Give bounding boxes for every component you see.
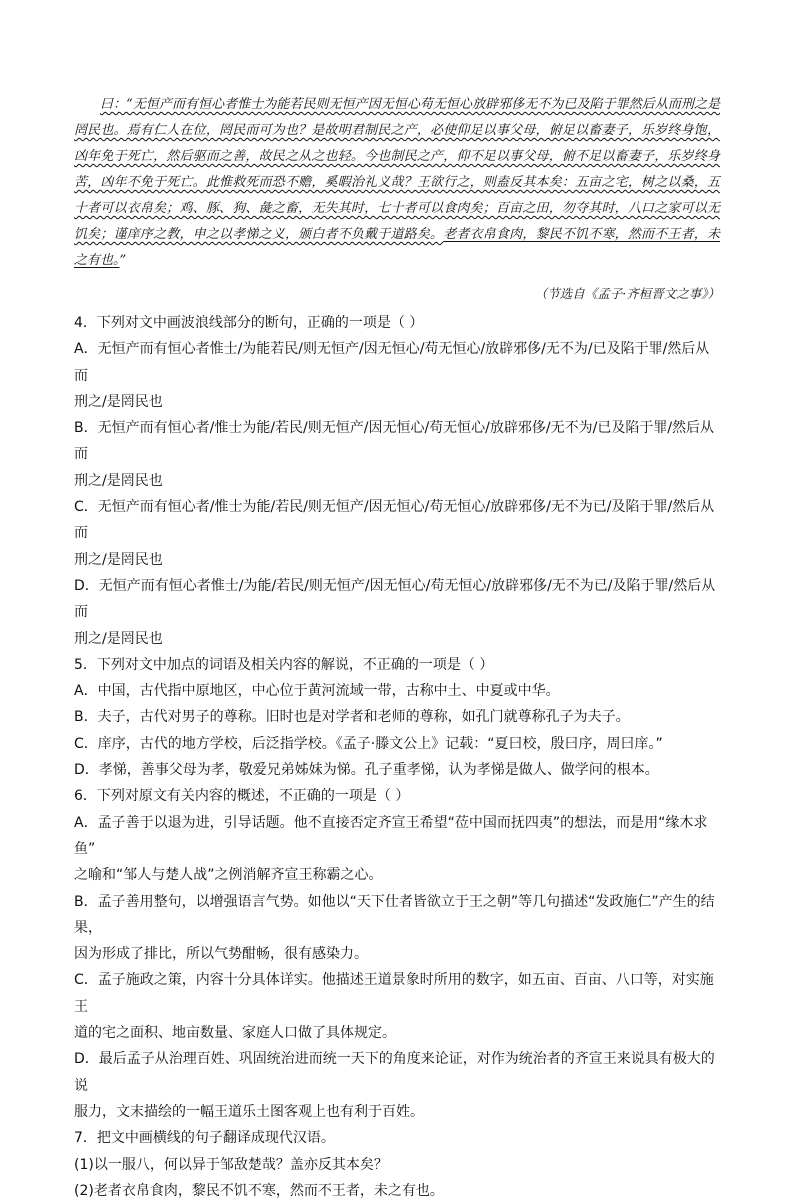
question-5-option-d: D．孝悌，善事父母为孝，敬爱兄弟姊妹为悌。孔子重孝悌，认为孝悌是做人、做学问的根本。 <box>74 762 659 779</box>
passage-text-wavy: 曰：“无恒产而有恒心者惟士为能若民则无恒产因无恒心苟无恒心放辟邪侈无不为已及陷于罪然后从而刑之是罔民也。焉有仁人在位，罔民而可为也？是故明君制民之产，必使仰足以事父母，俯足以畜妻子，乐岁终身饱，凶年免于死亡，然后驱而之善，故民之从之也轻。今也制民之产，仰不足以事父母，俯不足以畜妻子，乐岁终身苦，凶年不免于死亡。此惟救死而恐不赡，奚暇治礼义哉？王欲行之，则盍反其本矣：五亩之宅，树之以桑，五十者可以衣帛矣；鸡、豚、狗、彘之畜，无失其时，七十者可以食肉矣；百亩之田，勿夺其时，八口之家可以无饥矣；谨庠序之教，申之以孝悌之义，颁白者不负戴于道路矣。 <box>74 97 720 242</box>
question-6-option-b-cont: 因为形成了排比，所以气势酣畅，很有感染力。 <box>74 946 368 963</box>
question-list <box>74 310 722 1204</box>
question-6-option-b: B．孟子善用整句，以增强语言气势。如他以“天下仕者皆欲立于王之朝”等几句描述“发政施仁”产生的结果， <box>74 893 715 936</box>
question-5-option-a: A．中国，古代指中原地区，中心位于黄河流域一带，古称中土、中夏或中华。 <box>74 683 560 700</box>
question-6-option-a-cont: 之喻和“邹人与楚人战”之例消解齐宣王称霸之心。 <box>74 867 383 884</box>
question-7-sentence-1: (1)以一服八，何以异于邹敌楚哉？盖亦反其本矣？ <box>74 1156 388 1173</box>
question-6-option-c-cont: 道的宅之面积、地亩数量、家庭人口做了具体规定。 <box>74 1025 396 1042</box>
question-6-option-a: A．孟子善于以退为进，引导话题。他不直接否定齐宣王希望“莅中国而抚四夷”的想法，而是用“缘木求鱼” <box>74 814 708 857</box>
passage-text-underlined: 老者衣帛食肉，黎民不饥不寒，然而不王者，未之有也。 <box>74 227 720 268</box>
question-4-option-a-cont: 刑之/是罔民也 <box>74 393 163 410</box>
passage-closing-quote: ” <box>119 253 127 268</box>
question-6-option-d-cont: 服力，文末描绘的一幅王道乐土图客观上也有利于百姓。 <box>74 1103 424 1120</box>
question-4-option-d: D．无恒产而有恒心者惟士/为能/若民/则无恒产/因无恒心/苟无恒心/放辟邪侈/无不为已/及陷于罪/然后从而 <box>74 577 716 621</box>
question-4-option-d-cont: 刑之/是罔民也 <box>74 630 163 647</box>
question-6-option-d: D．最后孟子从治理百姓、巩固统治进而统一天下的角度来论证，对作为统治者的齐宣王来说具有极大的说 <box>74 1051 715 1094</box>
question-4-stem: 4．下列对文中画波浪线部分的断句，正确的一项是（ ） <box>74 315 424 331</box>
question-4-option-b-cont: 刑之/是罔民也 <box>74 472 163 489</box>
question-6-stem: 6．下列对原文有关内容的概述，不正确的一项是（ ） <box>74 788 410 805</box>
classical-passage <box>74 92 720 274</box>
question-4-option-b: B．无恒产而有恒心者/惟士为能/若民/则无恒产/因无恒心/苟无恒心/放辟邪侈/无不为/已及陷于罪/然后从而 <box>74 420 715 463</box>
question-4-option-c: C．无恒产而有恒心者/惟士为能/若民/则无恒产/因无恒心/苟无恒心/放辟邪侈/无不为已/及陷于罪/然后从而 <box>74 499 715 542</box>
question-7-sentence-2: (2)老者衣帛食肉，黎民不饥不寒，然而不王者，未之有也。 <box>74 1182 444 1199</box>
question-6-option-c: C．孟子施政之策，内容十分具体详实。他描述王道景象时所用的数字，如五亩、百亩、八口等，对实施王 <box>74 972 714 1015</box>
question-5-option-c: C．庠序，古代的地方学校，后泛指学校。《孟子·滕文公上》记载：“夏曰校，殷曰序，周曰庠。” <box>74 735 663 752</box>
question-4-option-a: A．无恒产而有恒心者惟士/为能若民/则无恒产/因无恒心/苟无恒心/放辟邪侈/无不为/已及陷于罪/然后从而 <box>74 341 710 384</box>
question-4-option-c-cont: 刑之/是罔民也 <box>74 551 163 568</box>
question-5-option-b: B．夫子，古代对男子的尊称。旧时也是对学者和老师的尊称，如孔门就尊称孔子为夫子。 <box>74 709 630 726</box>
question-5-stem: 5．下列对文中加点的词语及相关内容的解说，不正确的一项是（ ） <box>74 656 494 673</box>
passage-source: （节选自《孟子·齐桓晋文之事》） <box>534 286 720 301</box>
question-7-stem: 7．把文中画横线的句子翻译成现代汉语。 <box>74 1130 335 1147</box>
